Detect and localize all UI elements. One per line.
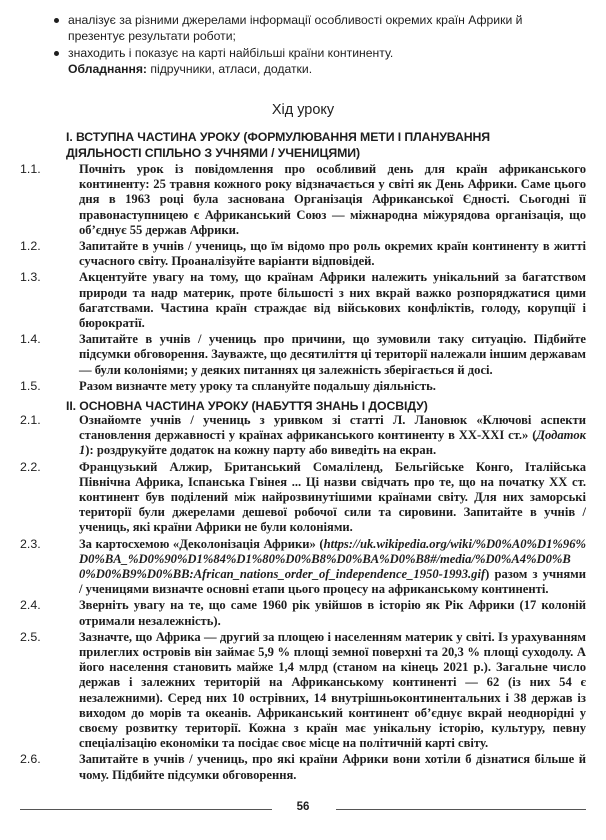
item-text-part: Ознайомте учнів / учениць з уривком зі статті Л. Лановюк «Ключові аспекти становлення державності у країнах африканського континенту в ХХ-ХХІ ст.» ( (79, 413, 586, 443)
list-item (20, 460, 586, 536)
section-2-items (20, 413, 586, 784)
page-number: 56 (296, 801, 310, 813)
list-item (20, 630, 586, 752)
item-text (79, 413, 586, 459)
list-item (20, 413, 586, 459)
list-item (20, 537, 586, 598)
materials-line (52, 61, 582, 77)
list-item (20, 752, 586, 782)
lesson-heading: Хід уроку (271, 102, 335, 118)
objectives-list (52, 12, 582, 77)
item-text: Акцентуйте увагу на тому, що країнам Африки належить унікальний за багатством природи та надр материк, проте більшості з них вкрай важко розпоряджатися цими багатствами. Частина країн страждає від військових конфліктів, голоду, корупції і бюрократії. (79, 270, 586, 331)
item-number: 2.2. (20, 459, 41, 474)
list-item (20, 598, 586, 628)
item-text: Разом визначте мету уроку та сплануйте подальшу діяльність. (79, 378, 436, 393)
item-number: 2.4. (20, 598, 41, 613)
objective-text: аналізує за різними джерелами інформації особливості окремих країн Африки й презентує результати роботи; (68, 13, 523, 44)
appendix-reference: Додаток 1 (79, 428, 586, 458)
item-text: Запитайте в учнів / учениць, про які країни Африки вони хотіли б дізнатися більше й чому. Підбийте підсумки обговорення. (79, 752, 586, 782)
item-text (79, 537, 586, 598)
item-text: Зазначте, що Африка — другий за площею і населенням материк у світі. Із урахуванням прилеглих островів він займає 5,9 % площі земної поверхні та 20,3 % площі суходолу. А його населення становить майже 1,4 млрд (станом на кінець 2021 р.). Загальне число держав і залежних територій на Африканському континенті — 62 (із них 54 є незалежними). Серед них 10 острівних, 14 внутрішньоконтинентальних і 38 держав із виходом до морів та океанів. Африканський континент об’єднує вкрай неоднорідні у своєму розвитку території. Кожна з країн має унікальну історію, культуру, певну спеціалізацію економіки та посідає своє місце на політичній карті світу. (79, 629, 586, 751)
item-text: Запитайте в учнів / учениць, що їм відомо про роль окремих країн континенту в житті сучасного світу. Проаналізуйте варіанти відповідей. (79, 239, 586, 269)
item-text: Запитайте в учнів / учениць про причини, що зумовили таку ситуацію. Підбийте підсумки обговорення. Зауважте, що десятиліття ці території належали іншим державам — були колоніями; у деяких питаннях ця залежність зберігається й досі. (79, 332, 586, 377)
section-title: ІІ. ОСНОВНА ЧАСТИНА УРОКУ (НАБУТТЯ ЗНАНЬ І ДОСВІДУ) (66, 399, 428, 413)
item-number: 1.2. (20, 239, 41, 254)
item-number: 2.1. (20, 413, 41, 427)
item-number: 2.6. (20, 752, 41, 767)
bullet-dot-icon (54, 18, 59, 23)
list-item (20, 270, 586, 331)
bullet-dot-icon (54, 51, 59, 56)
list-item (20, 379, 586, 394)
item-number: 1.1. (20, 162, 41, 176)
item-number: 1.4. (20, 332, 41, 347)
objective-bullet (52, 45, 582, 61)
map-link[interactable]: https://uk.wikipedia.org/wiki/%D0%A0%D1%96%D0%BA_%D0%90%D1%84%D1%80%D0%B8%D0%BA%D0%B8#/media/%D0%A4%D0%B0%D0%B9%D0%BB:African_nations_order_of_independence_1950-1993.gif (79, 536, 586, 582)
item-number: 2.5. (20, 629, 41, 644)
item-text: Французький Алжир, Британський Сомаліленд, Бельгійське Конго, Італійська Північна Африка, Іспанська Гвінея ... Ці назви свідчать про те, що на початку ХХ ст. континент був поділений між найрозвинутішими країнами світу. Для них заморські території були джерелами дешевої робочої сили та сировини. Запитайте в учнів / учениць, які країни Африки не були колоніями. (79, 459, 586, 535)
objective-text: знаходить і показує на карті найбільші країни континенту. (68, 45, 394, 60)
item-number: 2.3. (20, 536, 41, 551)
objective-bullet (52, 12, 582, 45)
item-text-part: За картосхемою «Деколонізація Африки» ( (79, 536, 324, 551)
materials-text: підручники, атласи, додатки. (147, 61, 313, 76)
list-item (20, 162, 586, 238)
section-title: І. ВСТУПНА ЧАСТИНА УРОКУ (ФОРМУЛЮВАННЯ МЕТИ І ПЛАНУВАННЯ ДІЯЛЬНОСТІ СПІЛЬНО З УЧНЯМИ / УЧЕНИЦЯМИ) (66, 130, 491, 160)
item-number: 1.3. (20, 270, 41, 285)
item-text-part: ) разом з учнями / ученицями визначте основні етапи цього процесу на африканському континенті. (79, 567, 586, 597)
materials-label: Обладнання: (68, 61, 147, 76)
item-text-part: ): роздрукуйте додаток на кожну парту або виведіть на екран. (85, 443, 437, 458)
list-item (20, 239, 586, 269)
item-number: 1.5. (20, 378, 41, 393)
item-text: Почніть урок із повідомлення про особливий день для країн африканського континенту: 25 травня кожного року відзначається у світі як День Африки. Саме цього дня в 1963 році була заснована Організація Африканської Єдності. Сьогодні її правонаступницею є Африканський Союз — міжнародна міжурядова організація, що об’єднує 55 держав Африки. (79, 162, 586, 237)
item-text: Зверніть увагу на те, що саме 1960 рік увійшов в історію як Рік Африки (17 колоній отримали незалежність). (79, 598, 586, 628)
section-1-items (20, 162, 586, 395)
list-item (20, 332, 586, 378)
